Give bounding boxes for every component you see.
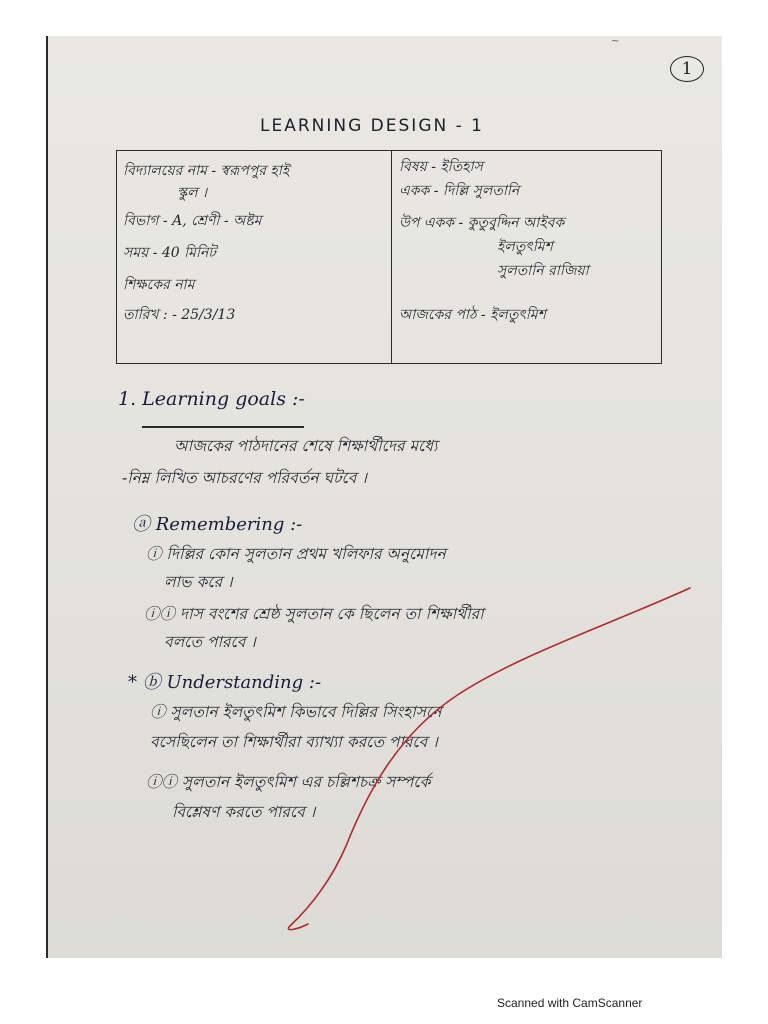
section-class: বিভাগ - A, শ্রেণী - অষ্টম (123, 213, 262, 229)
understanding-item: বসেছিলেন তা শিক্ষার্থীরা ব্যাখ্যা করতে পারবে । (150, 733, 438, 751)
sub-unit-item: ইলতুৎমিশ (497, 239, 553, 255)
school-name: বিদ্যালয়ের নাম - স্বরূপপুর হাই (123, 163, 290, 179)
sub-unit: উপ একক - কুতুবুদ্দিন আইবক (399, 215, 565, 231)
remembering-item: লাভ করে । (164, 573, 233, 591)
goals-intro-line: -নিম্ন লিখিত আচরণের পরিবর্তন ঘটবে । (122, 469, 367, 487)
corner-mark: ~ (611, 36, 620, 47)
remembering-item: ⓘ দিল্লির কোন সুলতান প্রথম খলিফার অনুমোদন (146, 545, 446, 563)
remembering-heading: ⓐ Remembering :- (132, 514, 303, 535)
info-table (116, 150, 662, 364)
goals-heading: 1. Learning goals :- (118, 388, 305, 410)
table-divider (391, 151, 392, 363)
date: তারিখ : - 25/3/13 (123, 307, 236, 323)
sub-unit-item: সুলতানি রাজিয়া (497, 263, 589, 279)
remembering-item: ⓘⓘ দাস বংশের শ্রেষ্ঠ সুলতান কে ছিলেন তা শিক্ষার্থীরা (144, 605, 484, 623)
understanding-item: ⓘⓘ সুলতান ইলতুৎমিশ এর চল্লিশচক্র সম্পর্কে (146, 773, 431, 791)
understanding-item: ⓘ সুলতান ইলতুৎমিশ কিভাবে দিল্লির সিংহাসনে (150, 703, 442, 721)
unit: একক - দিল্লি সুলতানি (399, 183, 520, 199)
page-title: LEARNING DESIGN - 1 (260, 116, 484, 136)
remembering-item: বলতে পারবে । (164, 633, 256, 651)
page-number-circle: 1 (670, 56, 704, 82)
teacher-name: শিক্ষকের নাম (123, 277, 195, 293)
understanding-item: বিশ্লেষণ করতে পারবে । (172, 803, 316, 821)
notebook-page (46, 36, 722, 958)
subject: বিষয় - ইতিহাস (399, 159, 483, 175)
goals-intro-line: আজকের পাঠদানের শেষে শিক্ষার্থীদের মধ্যে (174, 437, 438, 455)
understanding-heading: * ⓑ Understanding :- (128, 672, 322, 693)
scan-label-text: Scanned with CamScanner (497, 996, 643, 1010)
todays-lesson: আজকের পাঠ - ইলতুৎমিশ (399, 307, 546, 323)
goals-underline (142, 426, 304, 428)
school-name-cont: স্কুল । (177, 185, 207, 201)
duration: সময় - 40 মিনিট (123, 245, 216, 261)
